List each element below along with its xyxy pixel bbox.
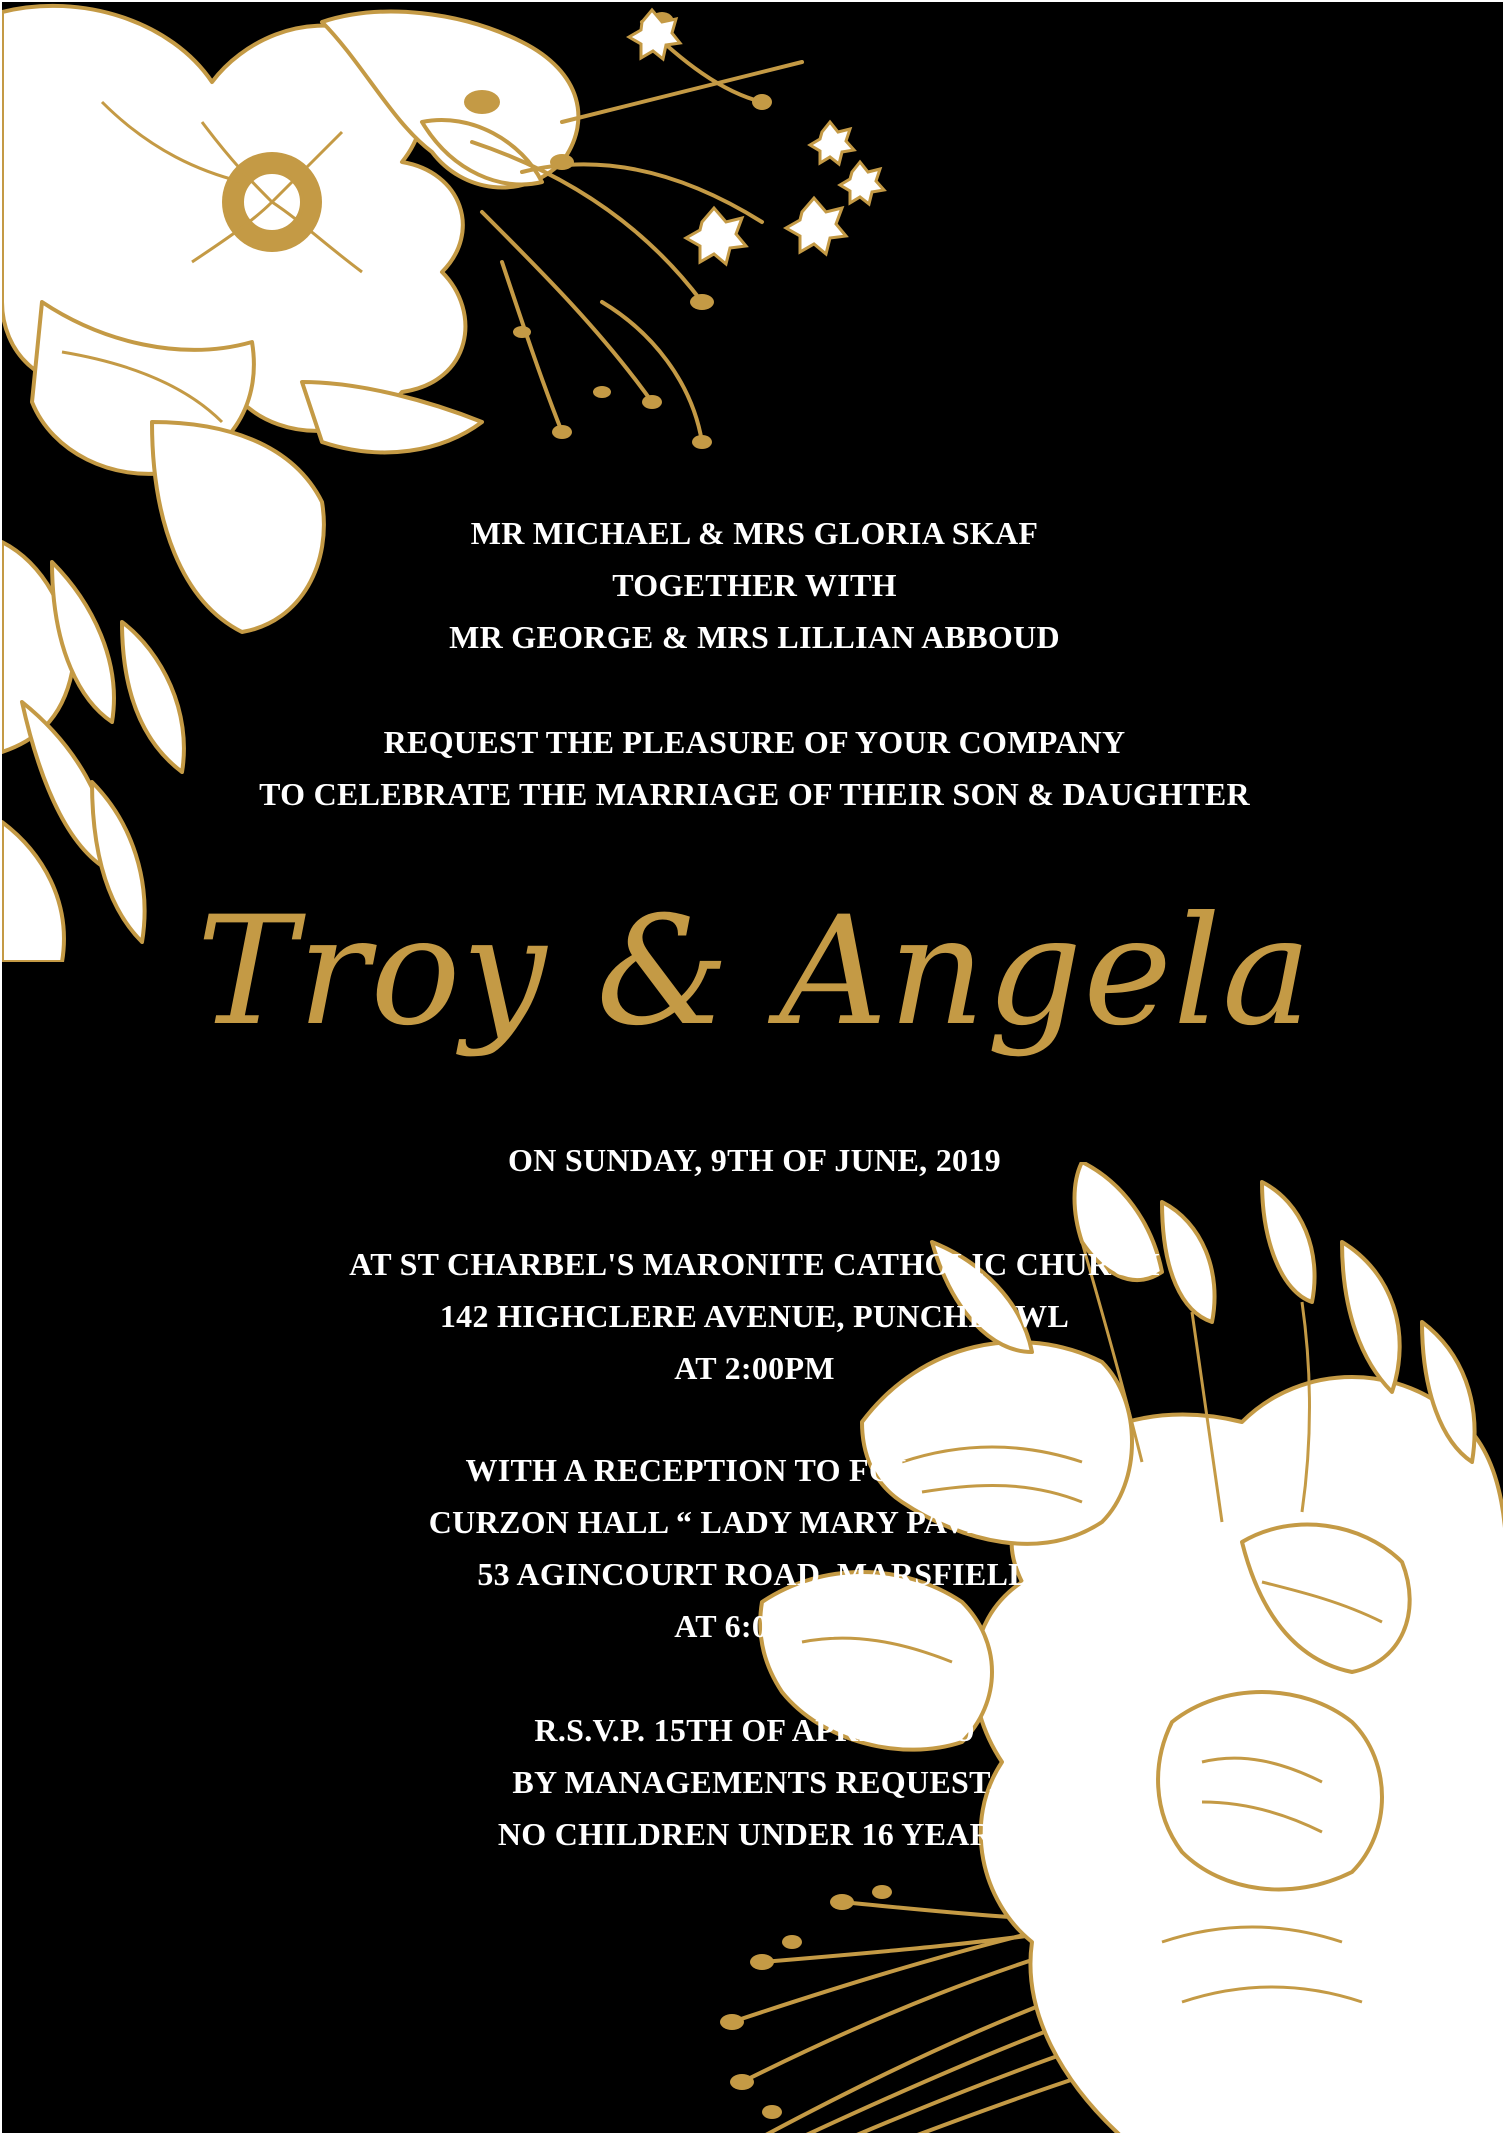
- request-line-1: REQUEST THE PLEASURE OF YOUR COMPANY: [383, 724, 1126, 760]
- rsvp-line-1: R.S.V.P. 15TH OF APRIL, 2019: [534, 1712, 975, 1748]
- date-block: [2, 1134, 1505, 1186]
- reception-line-3: 53 AGINCOURT ROAD, MARSFIELD: [477, 1556, 1032, 1592]
- hosts-line-2: TOGETHER WITH: [612, 567, 897, 603]
- ceremony-block: [2, 1238, 1505, 1394]
- hosts-line-3: MR GEORGE & MRS LILLIAN ABBOUD: [449, 619, 1060, 655]
- rsvp-line-2: BY MANAGEMENTS REQUEST,: [512, 1764, 997, 1800]
- ceremony-line-2: 142 HIGHCLERE AVENUE, PUNCHBOWL: [439, 1298, 1070, 1334]
- hosts-line-1: MR MICHAEL & MRS GLORIA SKAF: [470, 515, 1039, 551]
- rsvp-line-3: NO CHILDREN UNDER 16 YEARS: [497, 1816, 1012, 1852]
- reception-line-4: AT 6:00PM: [674, 1608, 835, 1644]
- reception-line-1: WITH A RECEPTION TO FOLLOW AT: [465, 1452, 1044, 1488]
- ceremony-line-3: AT 2:00PM: [674, 1350, 835, 1386]
- date-line: ON SUNDAY, 9TH OF JUNE, 2019: [508, 1142, 1001, 1178]
- rsvp-block: [2, 1704, 1505, 1860]
- couple-names: Troy & Angela: [196, 885, 1313, 1059]
- reception-line-2: CURZON HALL “ LADY MARY PAVILION": [428, 1504, 1081, 1540]
- hosts-block: [2, 507, 1505, 663]
- ceremony-line-1: AT ST CHARBEL'S MARONITE CATHOLIC CHURCH: [349, 1246, 1160, 1282]
- request-block: [2, 716, 1505, 820]
- request-line-2: TO CELEBRATE THE MARRIAGE OF THEIR SON & DAUGHTER: [259, 776, 1250, 812]
- reception-block: [2, 1444, 1505, 1652]
